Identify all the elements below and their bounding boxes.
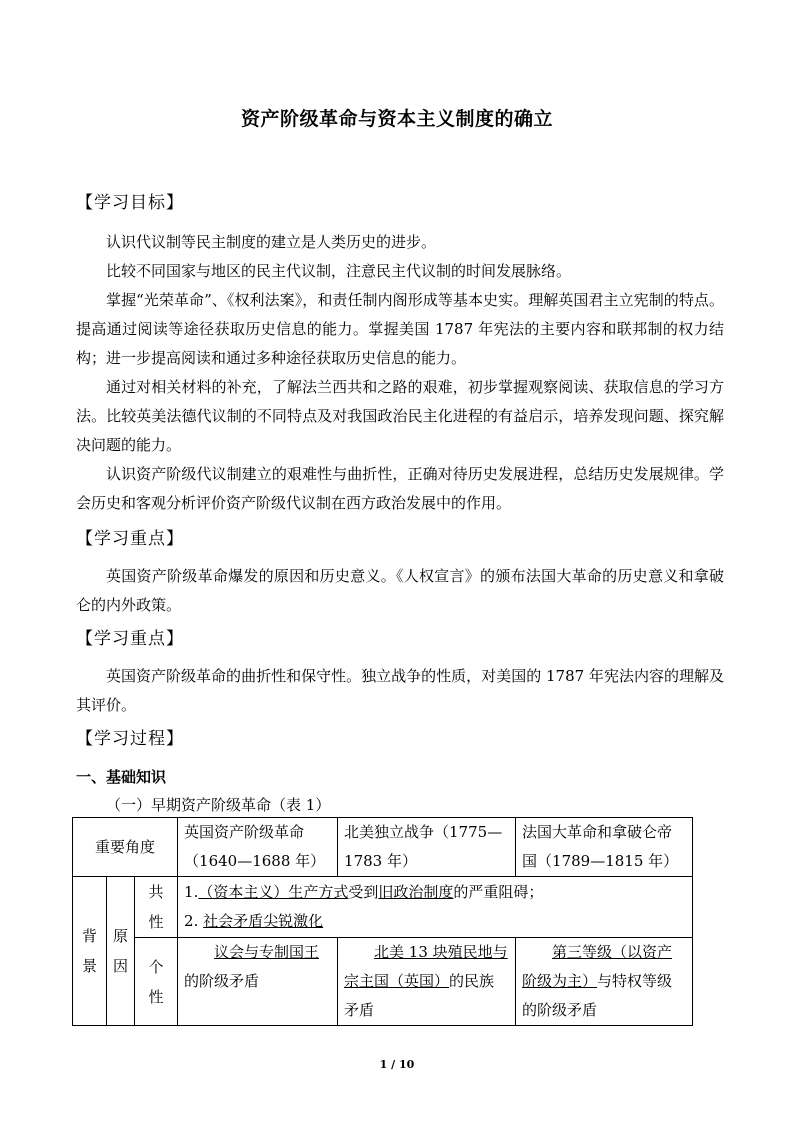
key2-text: 英国资产阶级革命的曲折性和保守性。独立战争的性质，对美国的 1787 年宪法内容的理解及其评价。: [76, 667, 724, 714]
header-england: 英国资产阶级革命（1640—1688 年）: [178, 818, 338, 877]
common-causes: [178, 877, 693, 938]
individual-row: [73, 938, 693, 1026]
individual-label: 个性: [135, 938, 178, 1026]
background-label: 背景: [73, 877, 107, 1026]
key2-heading: 【学习重点】: [76, 629, 184, 649]
basic-knowledge-heading: 一、基础知识: [76, 768, 167, 786]
key-text: 英国资产阶级革命爆发的原因和历史意义。《人权宣言》的颁布法国大革命的历史意义和拿破仑的内外政策。: [76, 567, 724, 614]
individual-america: 北美 13 块殖民地与宗主国（英国）的民族矛盾: [338, 938, 516, 1026]
table-caption: （一）早期资产阶级革命（表 1）: [106, 796, 331, 814]
individual-france: 第三等级（以资产阶级为主）与特权等级的阶级矛盾: [516, 938, 693, 1026]
page-title: 资产阶级革命与资本主义制度的确立: [240, 108, 553, 130]
individual-england: 议会与专制国王的阶级矛盾: [178, 938, 338, 1026]
table-header-row: [73, 818, 693, 877]
page-number: 1 / 10: [379, 1058, 415, 1071]
common-label: 共性: [135, 877, 178, 938]
goals-heading: 【学习目标】: [76, 193, 184, 213]
process-heading: 【学习过程】: [76, 729, 184, 749]
revolution-table: [72, 817, 693, 1026]
common-row: [73, 877, 693, 938]
goal-5: 认识资产阶级代议制建立的艰难性与曲折性，正确对待历史发展进程，总结历史发展规律。学会历史和客观分析评价资产阶级代议制在西方政治发展中的作用。: [76, 465, 724, 512]
header-label: 重要角度: [73, 818, 178, 877]
header-france: 法国大革命和拿破仑帝国（1789—1815 年）: [516, 818, 693, 877]
key-heading: 【学习重点】: [76, 529, 184, 549]
goal-4: 通过对相关材料的补充，了解法兰西共和之路的艰难，初步掌握观察阅读、获取信息的学习方法。比较英美法德代议制的不同特点及对我国政治民主化进程的有益启示，培养发现问题、探究解决问题的能力。: [76, 378, 724, 454]
goal-1: 认识代议制等民主制度的建立是人类历史的进步。: [106, 233, 437, 251]
cause-label: 原因: [107, 877, 135, 1026]
common-cause-1: 1.（资本主义）生产方式受到旧政治制度的严重阻碍；: [184, 883, 544, 901]
goal-2: 比较不同国家与地区的民主代议制，注意民主代议制的时间发展脉络。: [106, 262, 572, 280]
goal-3: 掌握“光荣革命”、《权利法案》，和责任制内阁形成等基本史实。理解英国君主立宪制的特点。提高通过阅读等途径获取历史信息的能力。掌握美国 1787 年宪法的主要内容和联邦制的权力结构；进一步提高阅读和通过多种途径获取历史信息的能力。: [76, 291, 724, 367]
header-america: 北美独立战争（1775—1783 年）: [338, 818, 516, 877]
common-cause-2: 2. 社会矛盾尖锐激化: [184, 912, 324, 930]
